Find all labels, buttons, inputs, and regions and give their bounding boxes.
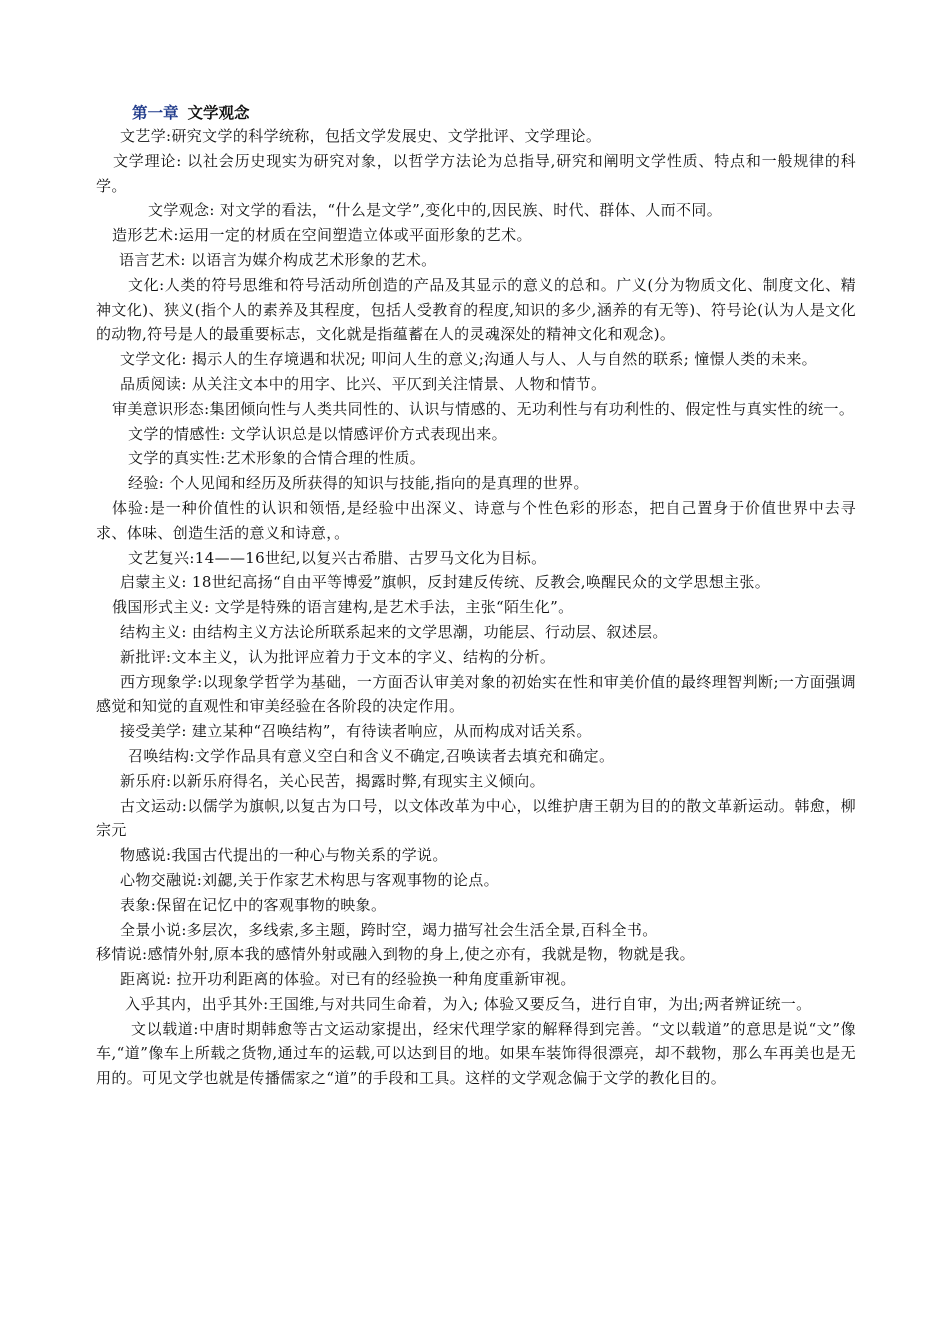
term-entry: 启蒙主义: 18世纪高扬“自由平等博爱”旗帜，反封建反传统、反教会,唤醒民众的文学思想主张。 bbox=[120, 573, 771, 592]
term-entry: 品质阅读: 从关注文本中的用字、比兴、平仄到关注情景、人物和情节。 bbox=[120, 374, 607, 393]
term-entry: 移情说:感情外射,原本我的感情外射或融入到物的身上,使之亦有，我就是物，物就是我。 bbox=[96, 945, 695, 964]
term-entry: 西方现象学:以现象学哲学为基础，一方面否认审美对象的初始实在性和审美价值的最终理智判断;一方面强调感觉和知觉的直观性和审美经验在各阶段的决定作用。 bbox=[96, 672, 856, 716]
term-entry: 新乐府:以新乐府得名，关心民苦，揭露时弊,有现实主义倾向。 bbox=[120, 771, 545, 790]
term-entry: 文学文化: 揭示人的生存境遇和状况; 叩问人生的意义;沟通人与人、人与自然的联系; 憧憬人类的未来。 bbox=[120, 350, 818, 369]
term-entry: 入乎其内，出乎其外:王国维,与对共同生命着，为入; 体验又要反刍，进行自审，为出;两者辨证统一。 bbox=[125, 994, 812, 1013]
term-entry: 语言艺术: 以语言为媒介构成艺术形象的艺术。 bbox=[119, 250, 437, 269]
chapter-heading bbox=[132, 101, 250, 123]
term-entry: 全景小说:多层次，多线索,多主题，跨时空，竭力描写社会生活全景,百科全书。 bbox=[120, 920, 658, 939]
term-entry: 文学理论: 以社会历史现实为研究对象，以哲学方法论为总指导,研究和阐明文学性质、特点和一般规律的科学。 bbox=[96, 151, 856, 195]
term-entry: 物感说:我国古代提出的一种心与物关系的学说。 bbox=[120, 846, 448, 865]
term-entry: 心物交融说:刘勰,关于作家艺术构思与客观事物的论点。 bbox=[120, 870, 499, 889]
term-entry: 经验: 个人见闻和经历及所获得的知识与技能,指向的是真理的世界。 bbox=[128, 474, 589, 493]
term-entry: 距离说: 拉开功利距离的体验。对已有的经验换一种角度重新审视。 bbox=[120, 970, 576, 989]
term-entry: 文化:人类的符号思维和符号活动所创造的产品及其显示的意义的总和。广义(分为物质文化、制度文化、精神文化)、狭义(指个人的素养及其程度，包括人受教育的程度,知识的多少,涵养的有无等)、符号论(认为人是文化的动物,符号是人的最重要标志，文化就是指蕴蓄在人的灵魂深处的精神文化和观念)。 bbox=[96, 275, 856, 344]
chapter-title: 文学观念 bbox=[187, 104, 250, 122]
term-entry: 俄国形式主义: 文学是特殊的语言建构,是艺术手法，主张“陌生化”。 bbox=[112, 598, 574, 617]
term-list bbox=[96, 124, 856, 1091]
term-entry: 接受美学: 建立某种“召唤结构”，有待读者响应，从而构成对话关系。 bbox=[120, 722, 592, 741]
term-entry: 召唤结构:文学作品具有意义空白和含义不确定,召唤读者去填充和确定。 bbox=[128, 746, 615, 765]
term-entry: 文艺学:研究文学的科学统称，包括文学发展史、文学批评、文学理论。 bbox=[120, 127, 602, 145]
term-entry: 文以载道:中唐时期韩愈等古文运动家提出，经宋代理学家的解释得到完善。“文以载道”的意思是说“文”像车,“道”像车上所载之货物,通过车的运载,可以达到目的地。如果车装饰得很漂亮，却不载物，那么车再美也是无用的。可见文学也就是传播儒家之“道”的手段和工具。这样的文学观念偏于文学的教化目的。 bbox=[96, 1019, 856, 1088]
term-entry: 文学观念: 对文学的看法，“什么是文学”,变化中的,因民族、时代、群体、人而不同。 bbox=[148, 201, 723, 220]
term-entry: 体验:是一种价值性的认识和领悟,是经验中出深义、诗意与个性色彩的形态，把自己置身于价值世界中去寻求、体味、创造生活的意义和诗意，。 bbox=[96, 498, 856, 542]
term-entry: 文艺复兴:14——16世纪,以复兴古希腊、古罗马文化为目标。 bbox=[128, 548, 547, 567]
term-entry: 结构主义: 由结构主义方法论所联系起来的文学思潮，功能层、行动层、叙述层。 bbox=[120, 622, 668, 641]
chapter-label: 第一章 bbox=[132, 104, 179, 122]
term-entry: 表象:保留在记忆中的客观事物的映象。 bbox=[120, 895, 387, 914]
term-entry: 古文运动:以儒学为旗帜,以复古为口号，以文体改革为中心，以维护唐王朝为目的的散文革新运动。韩愈，柳宗元 bbox=[96, 796, 856, 840]
term-entry: 文学的真实性:艺术形象的合情合理的性质。 bbox=[128, 449, 426, 468]
term-entry: 审美意识形态:集团倾向性与人类共同性的、认识与情感的、无功利性与有功利性的、假定性与真实性的统一。 bbox=[112, 399, 855, 418]
term-entry: 造形艺术:运用一定的材质在空间塑造立体或平面形象的艺术。 bbox=[112, 226, 532, 245]
term-entry: 文学的情感性: 文学认识总是以情感评价方式表现出来。 bbox=[128, 424, 507, 443]
term-entry: 新批评:文本主义，认为批评应着力于文本的字义、结构的分析。 bbox=[120, 647, 556, 666]
